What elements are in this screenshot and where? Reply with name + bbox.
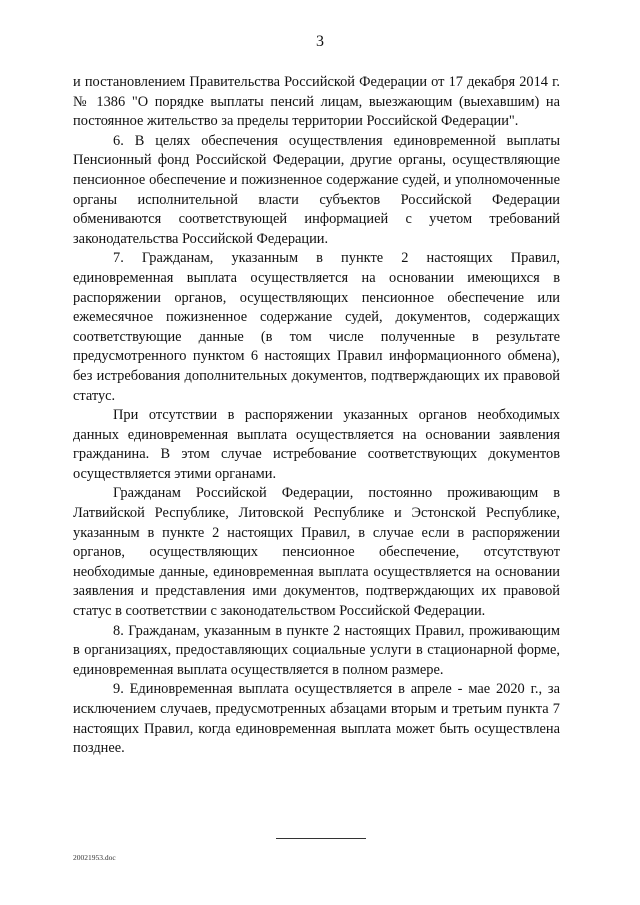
paragraph-item-7-absence: При отсутствии в распоряжении указанных органов необходимых данных единовременная выплата осуществляется на основании заявления гражданина. В этом случае истребование соответствующих документов осуществляется этими органами. [73,407,560,482]
paragraph-item-7-baltic: Гражданам Российской Федерации, постоянно проживающим в Латвийской Республике, Литовской Республике и Эстонской Республике, указанным в пункте 2 настоящих Правил, в случае если в распоряжении органов, осуществляющих пенсионное обеспечение, отсутствуют необходимые данные, единовременная выплата осуществляется на основании заявления и представления ими документов, подтверждающих их правовой статус в соответствии с законодательством Российской Федерации. [73,485,560,620]
paragraph-continuation: и постановлением Правительства Российской Федерации от 17 декабря 2014 г. № 1386 "О порядке выплаты пенсий лицам, выезжающим (выехавшим) на постоянное жительство за пределы территории Российской Федерации". [73,74,560,130]
paragraph-item-6: 6. В целях обеспечения осуществления единовременной выплаты Пенсионный фонд Российской Федерации, другие органы, осуществляющие пенсионное обеспечение и пожизненное содержание судей, и уполномоченные органы исполнительной власти субъектов Российской Федерации обмениваются соответствующей информацией с учетом требований законодательства Российской Федерации. [73,132,560,247]
document-body [73,73,560,759]
end-divider [276,838,366,839]
page-number: 3 [316,33,324,50]
footer-document-code: 20021953.doc [73,853,116,862]
paragraph-item-9: 9. Единовременная выплата осуществляется в апреле - мае 2020 г., за исключением случаев, предусмотренных абзацами вторым и третьим пункта 7 настоящих Правил, когда единовременная выплата может быть осуществлена позднее. [73,681,560,757]
paragraph-item-8: 8. Гражданам, указанным в пункте 2 настоящих Правил, проживающим в организациях, предоставляющих социальные услуги в стационарной форме, единовременная выплата осуществляется в полном размере. [73,622,560,678]
paragraph-item-7: 7. Гражданам, указанным в пункте 2 настоящих Правил, единовременная выплата осуществляется на основании имеющихся в распоряжении органов, осуществляющих пенсионное обеспечение или ежемесячное пожизненное содержание судей, документов, содержащих соответствующие данные (в том числе полученные в результате предусмотренного пунктом 6 настоящих Правил информационного обмена), без истребования дополнительных документов, подтверждающих их правовой статус. [73,250,560,404]
